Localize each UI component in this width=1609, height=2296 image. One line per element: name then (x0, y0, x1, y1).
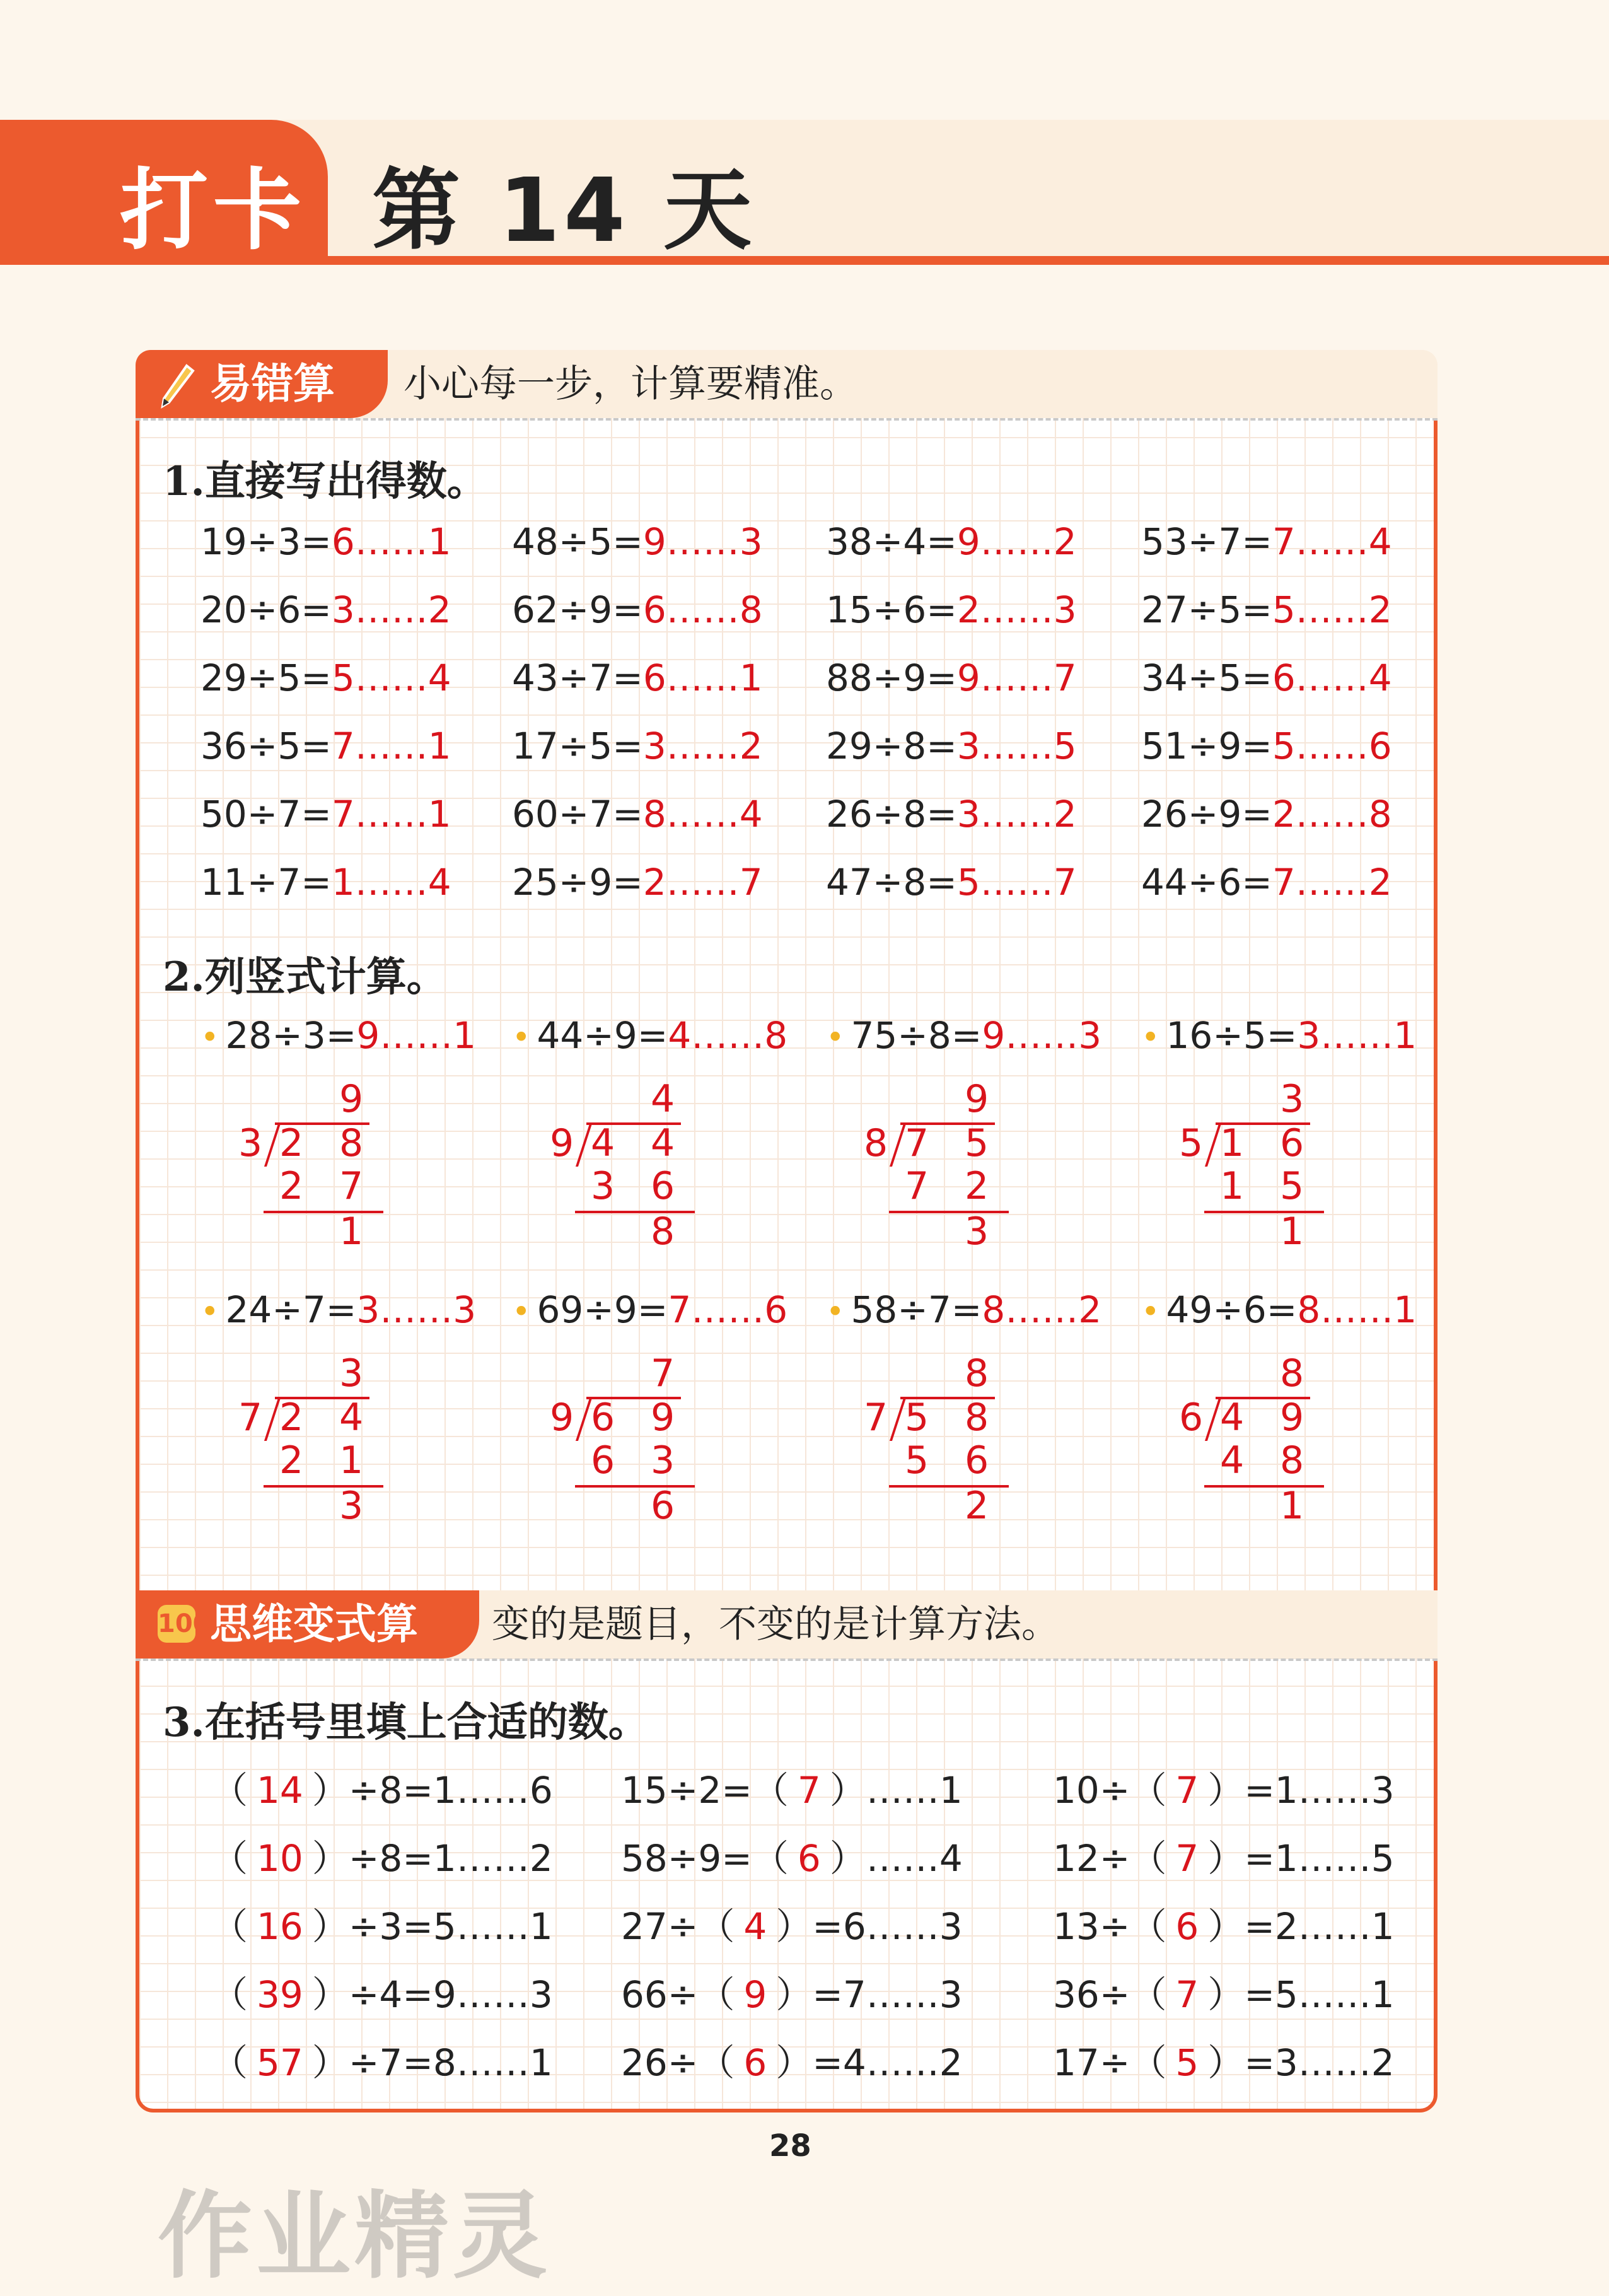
blank-answer: 5 (1175, 2041, 1199, 2084)
product-digit: 7 (905, 1164, 929, 1208)
equation-answer: 6……1 (331, 520, 451, 563)
bullet-dot: • (826, 1293, 845, 1330)
q3-equation (1053, 1897, 1395, 1950)
q3-equation (211, 1965, 553, 2018)
q3-equation (621, 1761, 963, 1814)
q3-equation (211, 1761, 553, 1814)
product-digit: 7 (339, 1164, 364, 1208)
subtraction-bar (264, 1211, 383, 1213)
equation-question: 47÷8= (826, 861, 957, 904)
equation-question: 26÷8= (826, 793, 957, 836)
q1-equation (512, 861, 763, 904)
equation-question: 20÷6= (200, 588, 332, 631)
q2-equation (826, 1288, 1101, 1331)
q1-equation (512, 520, 763, 563)
dividend-digit: 2 (279, 1121, 304, 1165)
dividend-digit: 4 (651, 1121, 675, 1165)
section1-divider (136, 418, 1438, 421)
equation-prefix: 58÷9=（ (621, 1837, 789, 1880)
product-digit: 4 (1220, 1438, 1245, 1483)
equation-answer: 3……3 (356, 1288, 477, 1331)
equation-question: 24÷7= (225, 1288, 357, 1331)
equation-prefix: 10÷（ (1053, 1769, 1167, 1812)
product-digit: 6 (591, 1438, 615, 1483)
equation-suffix: ）÷7=8……1 (311, 2041, 553, 2084)
division-bracket (890, 1124, 906, 1167)
equation-answer: 7……6 (668, 1288, 788, 1331)
bullet-dot: • (512, 1019, 531, 1056)
dividend-digit: 7 (905, 1121, 929, 1165)
divisor-digit: 7 (238, 1396, 263, 1440)
bullet-dot: • (1141, 1293, 1160, 1330)
product-digit: 6 (651, 1164, 675, 1208)
subtraction-bar (575, 1485, 695, 1488)
dividend-digit: 5 (965, 1121, 989, 1165)
equation-answer: 8……1 (1297, 1288, 1417, 1331)
equation-question: 15÷6= (826, 588, 957, 631)
product-digit: 3 (651, 1438, 675, 1483)
blank-answer: 57 (257, 2041, 303, 2084)
remainder-digit: 1 (1280, 1484, 1304, 1528)
equation-answer: 9……1 (356, 1014, 477, 1057)
equation-question: 38÷4= (826, 520, 957, 563)
q1-equation (1141, 793, 1392, 836)
section1-label: 易错算 (210, 359, 335, 408)
equation-question: 50÷7= (200, 793, 332, 836)
equation-answer: 1……4 (331, 861, 451, 904)
equation-answer: 7……1 (331, 725, 451, 767)
product-digit: 1 (339, 1438, 364, 1483)
equation-answer: 9……7 (956, 656, 1077, 699)
section2-divider (136, 1658, 1438, 1661)
equation-suffix: ）=5……1 (1207, 1973, 1395, 2016)
equation-question: 36÷5= (200, 725, 332, 767)
q1-equation (512, 793, 763, 836)
q1-equation (826, 588, 1077, 631)
q2-equation (1141, 1288, 1417, 1331)
product-digit: 2 (279, 1164, 304, 1208)
dividend-digit: 4 (1220, 1396, 1245, 1440)
product-digit: 5 (905, 1438, 929, 1483)
division-bracket (264, 1124, 281, 1167)
dividend-digit: 9 (651, 1396, 675, 1440)
product-digit: 3 (591, 1164, 615, 1208)
division-bracket (264, 1398, 281, 1441)
blank-answer: 6 (1175, 1905, 1199, 1948)
blank-answer: 7 (797, 1769, 821, 1812)
divisor-digit: 6 (1179, 1396, 1204, 1440)
q1-title: 1.直接写出得数。 (163, 458, 487, 505)
q1-equation (1141, 861, 1392, 904)
q1-equation (1141, 588, 1392, 631)
quotient-digit: 7 (651, 1351, 675, 1396)
equation-question: 26÷9= (1141, 793, 1272, 836)
dividend-digit: 8 (339, 1121, 364, 1165)
equation-question: 62÷9= (512, 588, 643, 631)
dividend-digit: 8 (965, 1396, 989, 1440)
subtraction-bar (1204, 1485, 1324, 1488)
remainder-digit: 1 (339, 1209, 364, 1254)
page-number: 28 (769, 2128, 811, 2164)
equation-suffix: ）=7……3 (775, 1973, 963, 2016)
equation-answer: 9……3 (642, 520, 763, 563)
equation-suffix: ）……4 (829, 1837, 963, 1880)
quotient-digit: 4 (651, 1077, 675, 1121)
watermark: 作业精灵 (158, 2182, 552, 2292)
equation-question: 49÷6= (1166, 1288, 1298, 1331)
equation-question: 25÷9= (512, 861, 643, 904)
product-digit: 6 (965, 1438, 989, 1483)
equation-suffix: ）=6……3 (775, 1905, 963, 1948)
dividend-digit: 6 (591, 1396, 615, 1440)
pencil-icon (158, 359, 202, 410)
long-division (851, 1077, 1040, 1254)
equation-suffix: ）÷8=1……2 (311, 1837, 553, 1880)
equation-answer: 3……1 (1297, 1014, 1417, 1057)
q3-equation (1053, 1761, 1395, 1814)
equation-question: 17÷5= (512, 725, 643, 767)
equation-answer: 2……8 (1272, 793, 1392, 836)
q1-equation (826, 725, 1077, 767)
equation-answer: 3……5 (956, 725, 1077, 767)
q2-equation (1141, 1014, 1417, 1057)
q2-equation (826, 1014, 1101, 1057)
q3-equation (621, 1897, 963, 1950)
blank-answer: 4 (743, 1905, 767, 1948)
divisor-digit: 9 (550, 1121, 574, 1165)
q1-equation (826, 520, 1077, 563)
equation-answer: 6……1 (642, 656, 763, 699)
q3-equation (621, 1829, 963, 1882)
q1-equation (200, 725, 451, 767)
equation-answer: 9……2 (956, 520, 1077, 563)
remainder-digit: 6 (651, 1484, 675, 1528)
equation-question: 88÷9= (826, 656, 957, 699)
equation-prefix: 15÷2=（ (621, 1769, 789, 1812)
dividend-digit: 5 (905, 1396, 929, 1440)
dividend-digit: 4 (339, 1396, 364, 1440)
subtraction-bar (889, 1485, 1009, 1488)
equation-answer: 2……7 (642, 861, 763, 904)
equation-answer: 2……3 (956, 588, 1077, 631)
q1-equation (1141, 656, 1392, 699)
q2-equation (200, 1288, 476, 1331)
equation-answer: 3……2 (331, 588, 451, 631)
divisor-digit: 7 (864, 1396, 888, 1440)
equation-answer: 4……8 (668, 1014, 788, 1057)
divisor-digit: 3 (238, 1121, 263, 1165)
equation-prefix: （ (211, 1905, 248, 1948)
q1-equation (826, 793, 1077, 836)
subtraction-bar (889, 1211, 1009, 1213)
q1-equation (512, 588, 763, 631)
equation-answer: 7……4 (1272, 520, 1392, 563)
equation-question: 34÷5= (1141, 656, 1272, 699)
bullet-dot: • (200, 1293, 219, 1330)
equation-prefix: 13÷（ (1053, 1905, 1167, 1948)
q1-equation (512, 656, 763, 699)
product-digit: 5 (1280, 1164, 1304, 1208)
equation-question: 19÷3= (200, 520, 332, 563)
divisor-digit: 8 (864, 1121, 888, 1165)
equation-prefix: 66÷（ (621, 1973, 735, 2016)
equation-answer: 9……3 (982, 1014, 1102, 1057)
remainder-digit: 3 (339, 1484, 364, 1528)
equation-prefix: 26÷（ (621, 2041, 735, 2084)
q2-equation (200, 1014, 476, 1057)
equation-answer: 8……2 (982, 1288, 1102, 1331)
equation-question: 44÷9= (537, 1014, 668, 1057)
long-division (226, 1077, 415, 1254)
equation-prefix: （ (211, 1973, 248, 2016)
dividend-digit: 9 (1280, 1396, 1304, 1440)
product-digit: 1 (1220, 1164, 1245, 1208)
header-tab-label: 打卡 (120, 160, 307, 262)
dividend-digit: 2 (279, 1396, 304, 1440)
equation-question: 16÷5= (1166, 1014, 1298, 1057)
q1-equation (1141, 725, 1392, 767)
bullet-dot: • (1141, 1019, 1160, 1056)
q2-equation (512, 1288, 787, 1331)
equation-question: 27÷5= (1141, 588, 1272, 631)
equation-question: 51÷9= (1141, 725, 1272, 767)
product-digit: 8 (1280, 1438, 1304, 1483)
page-title: 第 14 天 (372, 160, 756, 262)
dividend-digit: 4 (591, 1121, 615, 1165)
equation-prefix: 36÷（ (1053, 1973, 1167, 2016)
equation-question: 75÷8= (851, 1014, 982, 1057)
equation-question: 29÷5= (200, 656, 332, 699)
bullet-dot: • (512, 1293, 531, 1330)
blank-answer: 39 (257, 1973, 303, 2016)
product-digit: 2 (965, 1164, 989, 1208)
equation-prefix: （ (211, 1769, 248, 1812)
blank-answer: 10 (257, 1837, 303, 1880)
equation-question: 58÷7= (851, 1288, 982, 1331)
remainder-digit: 8 (651, 1209, 675, 1254)
q1-equation (200, 588, 451, 631)
equation-question: 53÷7= (1141, 520, 1272, 563)
divisor-digit: 9 (550, 1396, 574, 1440)
subtraction-bar (264, 1485, 383, 1488)
subtraction-bar (1204, 1211, 1324, 1213)
blank-answer: 6 (743, 2041, 767, 2084)
equation-suffix: ）÷8=1……6 (311, 1769, 553, 1812)
blank-answer: 7 (1175, 1769, 1199, 1812)
equation-answer: 3……2 (956, 793, 1077, 836)
subtraction-bar (575, 1211, 695, 1213)
equation-prefix: 27÷（ (621, 1905, 735, 1948)
q1-equation (826, 656, 1077, 699)
equation-question: 44÷6= (1141, 861, 1272, 904)
q3-equation (211, 1897, 553, 1950)
q3-equation (1053, 2033, 1395, 2086)
bullet-dot: • (200, 1019, 219, 1056)
quotient-digit: 9 (339, 1077, 364, 1121)
q1-equation (512, 725, 763, 767)
quotient-digit: 8 (965, 1351, 989, 1396)
equation-suffix: ）=1……3 (1207, 1769, 1395, 1812)
division-bracket (1205, 1398, 1221, 1441)
blank-answer: 7 (1175, 1973, 1199, 2016)
divisor-digit: 5 (1179, 1121, 1204, 1165)
equation-suffix: ）=4……2 (775, 2041, 963, 2084)
equation-answer: 7……1 (331, 793, 451, 836)
equation-prefix: （ (211, 2041, 248, 2084)
equation-question: 29÷8= (826, 725, 957, 767)
equation-suffix: ）÷3=5……1 (311, 1905, 553, 1948)
equation-answer: 8……4 (642, 793, 763, 836)
q1-equation (200, 520, 451, 563)
equation-suffix: ）=3……2 (1207, 2041, 1395, 2084)
q3-equation (211, 1829, 553, 1882)
remainder-digit: 3 (965, 1209, 989, 1254)
q2-title: 2.列竖式计算。 (163, 953, 447, 1001)
long-division (1166, 1077, 1356, 1254)
long-division (226, 1351, 415, 1528)
remainder-digit: 1 (1280, 1209, 1304, 1254)
equation-prefix: （ (211, 1837, 248, 1880)
division-bracket (890, 1398, 906, 1441)
dividend-digit: 1 (1220, 1121, 1245, 1165)
q3-equation (1053, 1829, 1395, 1882)
long-division (537, 1351, 726, 1528)
equation-suffix: ）=2……1 (1207, 1905, 1395, 1948)
equation-answer: 6……4 (1272, 656, 1392, 699)
quotient-digit: 3 (339, 1351, 364, 1396)
bullet-dot: • (826, 1019, 845, 1056)
quotient-digit: 8 (1280, 1351, 1304, 1396)
equation-question: 48÷5= (512, 520, 643, 563)
division-bracket (576, 1398, 592, 1441)
q3-equation (621, 2033, 963, 2086)
division-bracket (576, 1124, 592, 1167)
q3-equation (211, 2033, 553, 2086)
blank-answer: 14 (257, 1769, 303, 1812)
long-division (537, 1077, 726, 1254)
long-division (851, 1351, 1040, 1528)
equation-suffix: ）÷4=9……3 (311, 1973, 553, 2016)
equation-suffix: ）=1……5 (1207, 1837, 1395, 1880)
blank-answer: 9 (743, 1973, 767, 2016)
division-bracket (1205, 1124, 1221, 1167)
q3-equation (621, 1965, 963, 2018)
equation-question: 60÷7= (512, 793, 643, 836)
equation-answer: 5……7 (956, 861, 1077, 904)
product-digit: 2 (279, 1438, 304, 1483)
q2-equation (512, 1014, 787, 1057)
equation-question: 43÷7= (512, 656, 643, 699)
dividend-digit: 6 (1280, 1121, 1304, 1165)
q1-equation (200, 656, 451, 699)
equation-answer: 6……8 (642, 588, 763, 631)
blank-answer: 7 (1175, 1837, 1199, 1880)
remainder-digit: 2 (965, 1484, 989, 1528)
long-division (1166, 1351, 1356, 1528)
equation-answer: 5……4 (331, 656, 451, 699)
quotient-digit: 3 (1280, 1077, 1304, 1121)
hundred-icon: 100 (158, 1605, 195, 1643)
equation-question: 69÷9= (537, 1288, 668, 1331)
section1-subtitle: 小心每一步，计算要精准。 (404, 362, 857, 406)
blank-answer: 6 (797, 1837, 821, 1880)
q3-equation (1053, 1965, 1395, 2018)
q3-title: 3.在括号里填上合适的数。 (163, 1699, 649, 1746)
equation-answer: 7……2 (1272, 861, 1392, 904)
section2-label: 思维变式算 (210, 1600, 418, 1648)
equation-prefix: 12÷（ (1053, 1837, 1167, 1880)
q1-equation (200, 793, 451, 836)
equation-question: 11÷7= (200, 861, 332, 904)
equation-question: 28÷3= (225, 1014, 357, 1057)
equation-prefix: 17÷（ (1053, 2041, 1167, 2084)
q1-equation (200, 861, 451, 904)
q1-equation (826, 861, 1077, 904)
equation-answer: 5……2 (1272, 588, 1392, 631)
blank-answer: 16 (257, 1905, 303, 1948)
equation-answer: 3……2 (642, 725, 763, 767)
q1-equation (1141, 520, 1392, 563)
equation-suffix: ）……1 (829, 1769, 963, 1812)
section2-subtitle: 变的是题目，不变的是计算方法。 (492, 1602, 1059, 1646)
quotient-digit: 9 (965, 1077, 989, 1121)
equation-answer: 5……6 (1272, 725, 1392, 767)
